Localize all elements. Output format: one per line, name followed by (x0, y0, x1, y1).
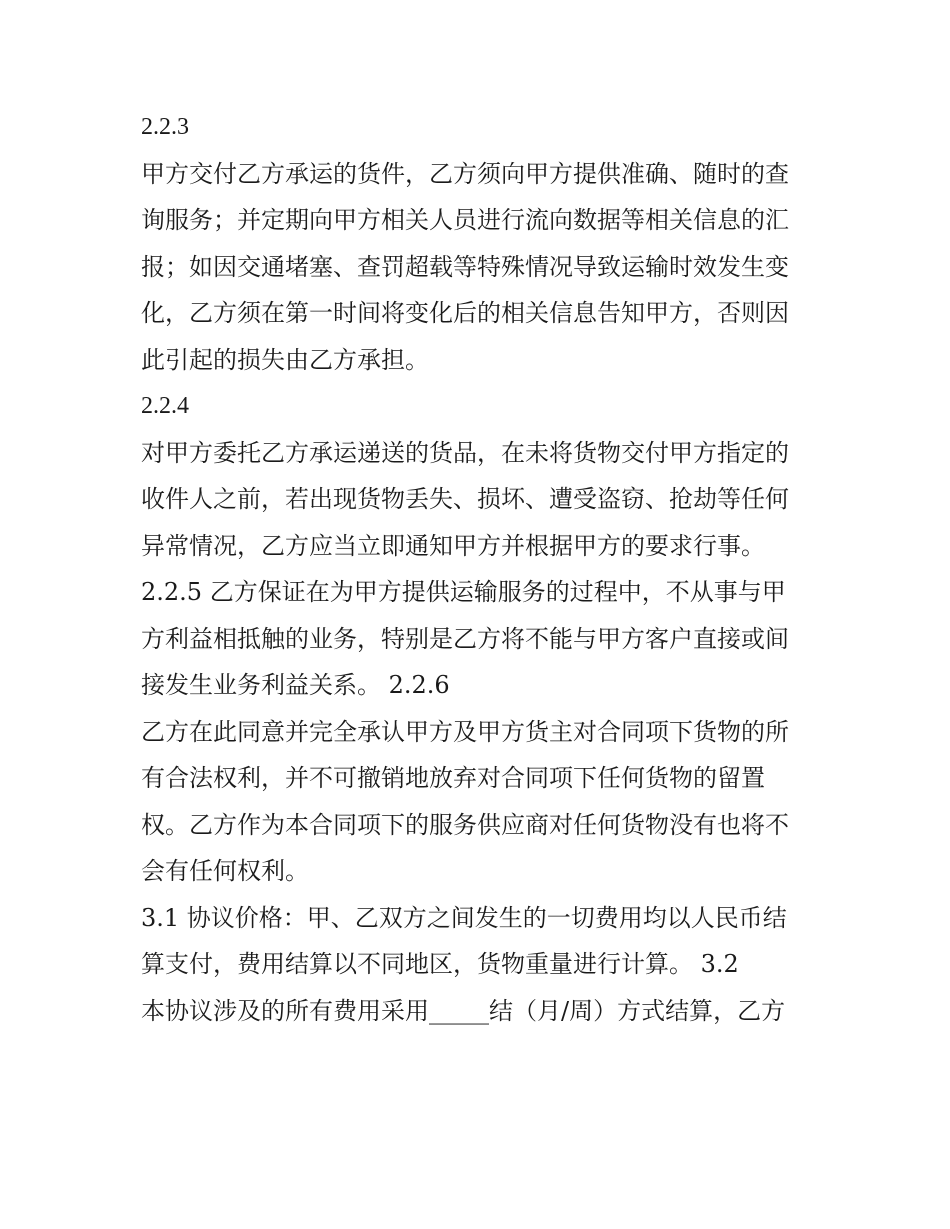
text-line: 收件人之前，若出现货物丢失、损坏、遭受盗窃、抢劫等任何 (141, 485, 789, 513)
clause-number-2-2-4: 2.2.4 (141, 393, 189, 419)
text-line: 本协议涉及的所有费用采用_____结（月/周）方式结算，乙方 (141, 996, 786, 1025)
text-line: 甲方交付乙方承运的货件，乙方须向甲方提供准确、随时的查 (141, 159, 789, 188)
text-line: 化，乙方须在第一时间将变化后的相关信息告知甲方，否则因 (141, 299, 789, 327)
text-line: 异常情况，乙方应当立即通知甲方并根据甲方的要求行事。 (141, 531, 765, 560)
text-line: 2.2.5 乙方保证在为甲方提供运输服务的过程中，不从事与甲 (141, 578, 786, 606)
text-line: 方利益相抵触的业务，特别是乙方将不能与甲方客户直接或间 (141, 624, 789, 653)
clause-number-2-2-3: 2.2.3 (141, 114, 189, 140)
text-line: 此引起的损失由乙方承担。 (141, 345, 429, 374)
text-line: 有合法权利，并不可撤销地放弃对合同项下任何货物的留置 (141, 764, 765, 792)
text-line: 会有任何权利。 (141, 857, 309, 885)
text-line: 接发生业务利益关系。 2.2.6 (141, 671, 450, 699)
text-line: 3.1 协议价格：甲、乙双方之间发生的一切费用均以人民币结 (141, 903, 787, 932)
text-line: 乙方在此同意并完全承认甲方及甲方货主对合同项下货物的所 (141, 717, 789, 746)
text-line: 报；如因交通堵塞、查罚超载等特殊情况导致运输时效发生变 (141, 252, 789, 281)
text-line: 权。乙方作为本合同项下的服务供应商对任何货物没有也将不 (141, 810, 789, 839)
text-line: 对甲方委托乙方承运递送的货品，在未将货物交付甲方指定的 (141, 438, 789, 467)
text-line: 算支付，费用结算以不同地区，货物重量进行计算。 3.2 (141, 950, 739, 978)
contract-text (141, 104, 821, 1034)
text-line: 询服务；并定期向甲方相关人员进行流向数据等相关信息的汇 (141, 206, 789, 234)
